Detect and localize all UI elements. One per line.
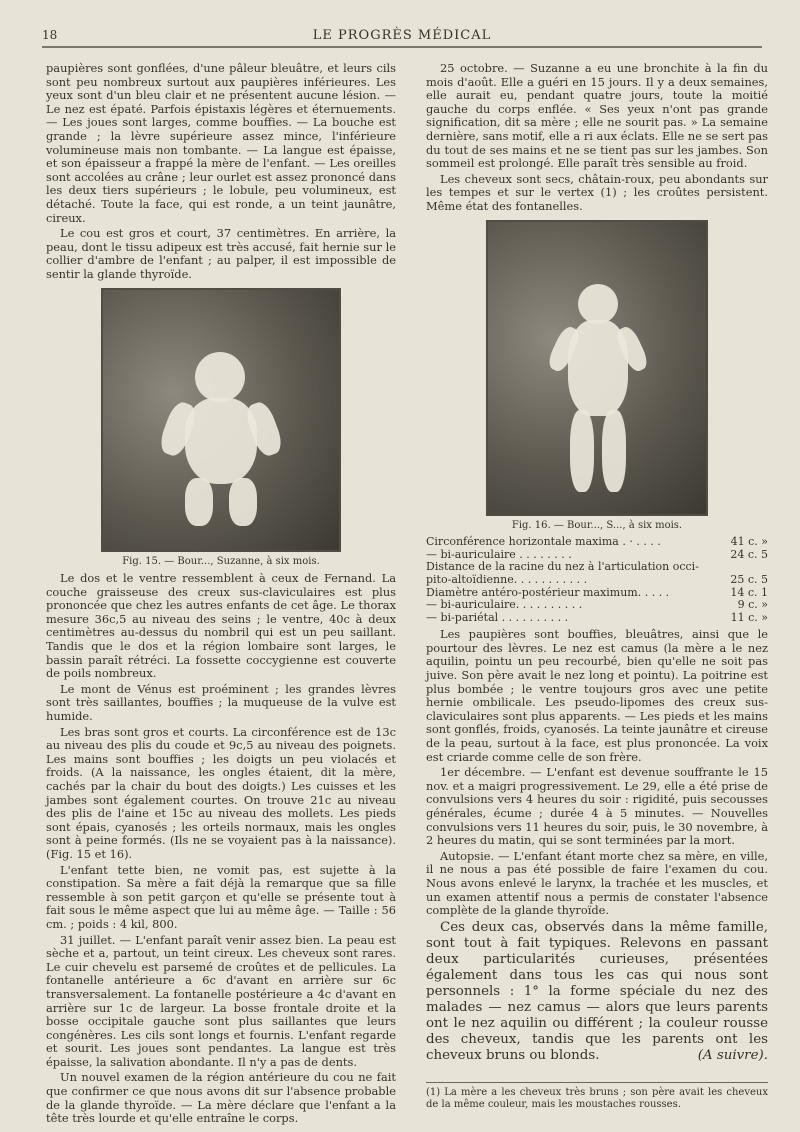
- paragraph: Le mont de Vénus est proéminent ; les grandes lèvres sont très saillantes, bouffies ; la muqueuse de la vulve est humide.: [46, 681, 396, 724]
- page-number: 18: [42, 28, 58, 42]
- table-row: [426, 536, 768, 549]
- conclusion-paragraph: Ces deux cas, observés dans la même famille, sont tout à fait typiques. Relevons en passant deux particularités curieuses, présentées également dans tous les cas qui nous sont personnels : 1° la forme spéciale du nez des malades — nez camus — alors que leurs parents ont le nez aquilin ou différent ; la couleur rousse des cheveux, tandis que les parents ont les cheveux bruns ou blonds. (A suivre).: [426, 919, 768, 1063]
- measurements-table: [426, 536, 768, 624]
- paragraph: Les cheveux sont secs, châtain-roux, peu abondants sur les tempes et sur le vertex (1) ; les croûtes persistent. Même état des fontanelles.: [426, 171, 768, 213]
- infant-back-photo: [486, 220, 708, 516]
- paragraph: Autopsie. — L'enfant étant morte chez sa mère, en ville, il ne nous a pas été possible de faire l'examen du cou. Nous avons enlevé le larynx, la trachée et les muscles, et un examen attentif nous a permis de constater l'absence complète de la glande thyroïde.: [426, 848, 768, 918]
- measurement-label: — bi-auriculaire. . . . . . . . . .: [426, 598, 583, 612]
- measurement-label: — bi-auriculaire . . . . . . . .: [426, 547, 572, 561]
- measurement-value: 9 c. »: [737, 598, 768, 612]
- measurement-value: 41 c. »: [730, 535, 768, 549]
- table-row: [426, 612, 768, 625]
- paragraph: 1er décembre. — L'enfant est devenue souffrante le 15 nov. et a maigri progressivement. Le 29, elle a été prise de convulsions vers 4 heures du soir : rigidité, puis secousses générales, écume ; durée 4 à 5 minutes. — Nouvelles convulsions vers 11 heures du soir, puis, le 30 novembre, à 2 heures du matin, qui se sont terminées par la mort.: [426, 765, 768, 848]
- page-header: [42, 24, 762, 48]
- paragraph: Les bras sont gros et courts. La circonférence est de 13c au niveau des plis du coude et 9c,5 au niveau des poignets. Les mains sont bouffies ; les doigts un peu violacés et froids. (A la naissance, les ongles étaient, dit la mère, cachés par la chair du bout des doigts.) Les cuisses et les jambes sont également courtes. On trouve 21c au niveau des plis de l'aine et 15c au niveau des mollets. Les pieds sont épais, cyanosés ; les orteils normaux, mais les ongles sont à peine formés. (Ils ne se voyaient pas à la naissance). (Fig. 15 et 16).: [46, 724, 396, 861]
- paragraph: Le cou est gros et court, 37 centimètres. En arrière, la peau, dont le tissu adipeux est très accusé, fait hernie sur le collier d'ambre de l'enfant ; au palper, il est impossible de sentir la glande thyroïde.: [46, 226, 396, 281]
- measurement-label: pito-altoïdienne. . . . . . . . . . .: [426, 572, 588, 586]
- measurement-label: Distance de la racine du nez à l'articulation occi-: [426, 560, 699, 574]
- paragraph: L'enfant tette bien, ne vomit pas, est sujette à la constipation. Sa mère a fait déjà la remarque que sa fille ressemble à son petit garçon et qu'elle se présente tout à fait sous le même aspect que lui au même âge. — Taille : 56 cm. ; poids : 4 kil, 800.: [46, 862, 396, 931]
- figure-caption: Fig. 15. — Bour..., Suzanne, à six mois.: [122, 555, 320, 567]
- paragraph: Le dos et le ventre ressemblent à ceux de Fernand. La couche graisseuse des creux sus-claviculaires est plus prononcée que chez les autres enfants de cet âge. Le thorax mesure 36c,5 au niveau des seins ; le ventre, 40c à deux centimètres au-dessus du nombril qui est un peu saillant. Tandis que le dos et la région lombaire sont larges, le bassin paraît rétréci. La fossette coccygienne est couverte de poils nombreux.: [46, 571, 396, 681]
- measurement-value: 24 c. 5: [730, 547, 768, 561]
- header-rule: [42, 46, 762, 48]
- measurement-label: Circonférence horizontale maxima . · . . . .: [426, 535, 661, 549]
- left-column: [46, 62, 396, 1128]
- table-row: [426, 599, 768, 612]
- paragraph: Les paupières sont bouffies, bleuâtres, ainsi que le pourtour des lèvres. Le nez est camus (la mère a le nez aquilin, pointu un peu recourbé, bien qu'elle ne soit pas juive. Son père avait le nez long et pointu). La poitrine est plus bombée ; le ventre toujours gros avec une petite hernie ombilicale. Les pseudo-lipomes des creux sus-claviculaires sont plus apparents. — Les pieds et les mains sont gonflés, froids, cyanosés. La teinte jaunâtre et cireuse de la peau, surtout à la face, est plus prononcée. La voix est criarde comme celle de son frère.: [426, 627, 768, 764]
- measurement-value: 25 c. 5: [730, 572, 768, 586]
- right-column: [426, 62, 768, 1111]
- paragraph: paupières sont gonflées, d'une pâleur bleuâtre, et leurs cils sont peu nombreux surtout aux paupières inférieures. Les yeux sont d'un bleu clair et ne présentent aucune lésion. — Le nez est épaté. Parfois épistaxis légères et éternuements. — Les joues sont larges, comme bouffies. — La bouche est grande ; la lèvre supérieure assez mince, l'inférieure volumineuse mais non tombante. — La langue est épaisse, et son épaisseur a frappé la mère de l'enfant. — Les oreilles sont accolées au crâne ; leur ourlet est assez prononcé dans les deux tiers supérieurs ; le lobule, peu volumineux, est détaché. Toute la face, qui est ronde, a un teint jaunâtre, cireux.: [46, 61, 396, 225]
- paragraph: 25 octobre. — Suzanne a eu une bronchite à la fin du mois d'août. Elle a guéri en 15 jours. Il y a deux semaines, elle aurait eu, pendant quatre jours, toute la moitié gauche du corps enflée. « Ses yeux n'ont pas grande signification, dit sa mère ; elle ne sourit pas. » La semaine dernière, sans motif, elle a ri aux éclats. Elle ne se sert pas du tout de ses mains et ne se tient pas sur les jambes. Son sommeil est prolongé. Elle paraît très sensible au froid.: [426, 61, 768, 171]
- measurement-value: 14 c. 1: [730, 585, 768, 599]
- paragraph: 31 juillet. — L'enfant paraît venir assez bien. La peau est sèche et a, partout, un teint cireux. Les cheveux sont rares. Le cuir chevelu est parsemé de croûtes et de pellicules. La fontanelle antérieure a 6c d'avant en arrière sur 6c transversalement. La fontanelle postérieure a 4c d'avant en arrière sur 1c de largeur. La bosse frontale droite et la bosse occipitale gauche sont plus saillantes que leurs congénères. Les cils sont longs et fournis. L'enfant regarde et sourit. Les joues sont pendantes. La langue est très épaisse, la salivation abondante. Il n'y a pas de dents.: [46, 932, 396, 1069]
- figure-16: [426, 220, 768, 533]
- to-be-continued: (A suivre).: [697, 1047, 768, 1063]
- measurement-label: — bi-pariétal . . . . . . . . . .: [426, 610, 569, 624]
- measurement-label: Diamètre antéro-postérieur maximum. . . . .: [426, 585, 670, 599]
- measurement-value: 11 c. »: [730, 610, 768, 624]
- table-row: [426, 574, 768, 587]
- paragraph: Un nouvel examen de la région antérieure du cou ne fait que confirmer ce que nous avons dit sur l'absence probable de la glande thyroïde. — La mère déclare que l'enfant a la tête très lourde et qu'elle entraîne le corps.: [46, 1070, 396, 1126]
- footnote: (1) La mère a les cheveux très bruns ; son père avait les cheveux de la même couleur, mais les moustaches rousses.: [426, 1082, 768, 1111]
- figure-15: [46, 288, 396, 569]
- infant-front-photo: [101, 288, 341, 552]
- journal-title: LE PROGRÈS MÉDICAL: [312, 28, 492, 43]
- figure-caption: Fig. 16. — Bour..., S..., à six mois.: [511, 519, 683, 531]
